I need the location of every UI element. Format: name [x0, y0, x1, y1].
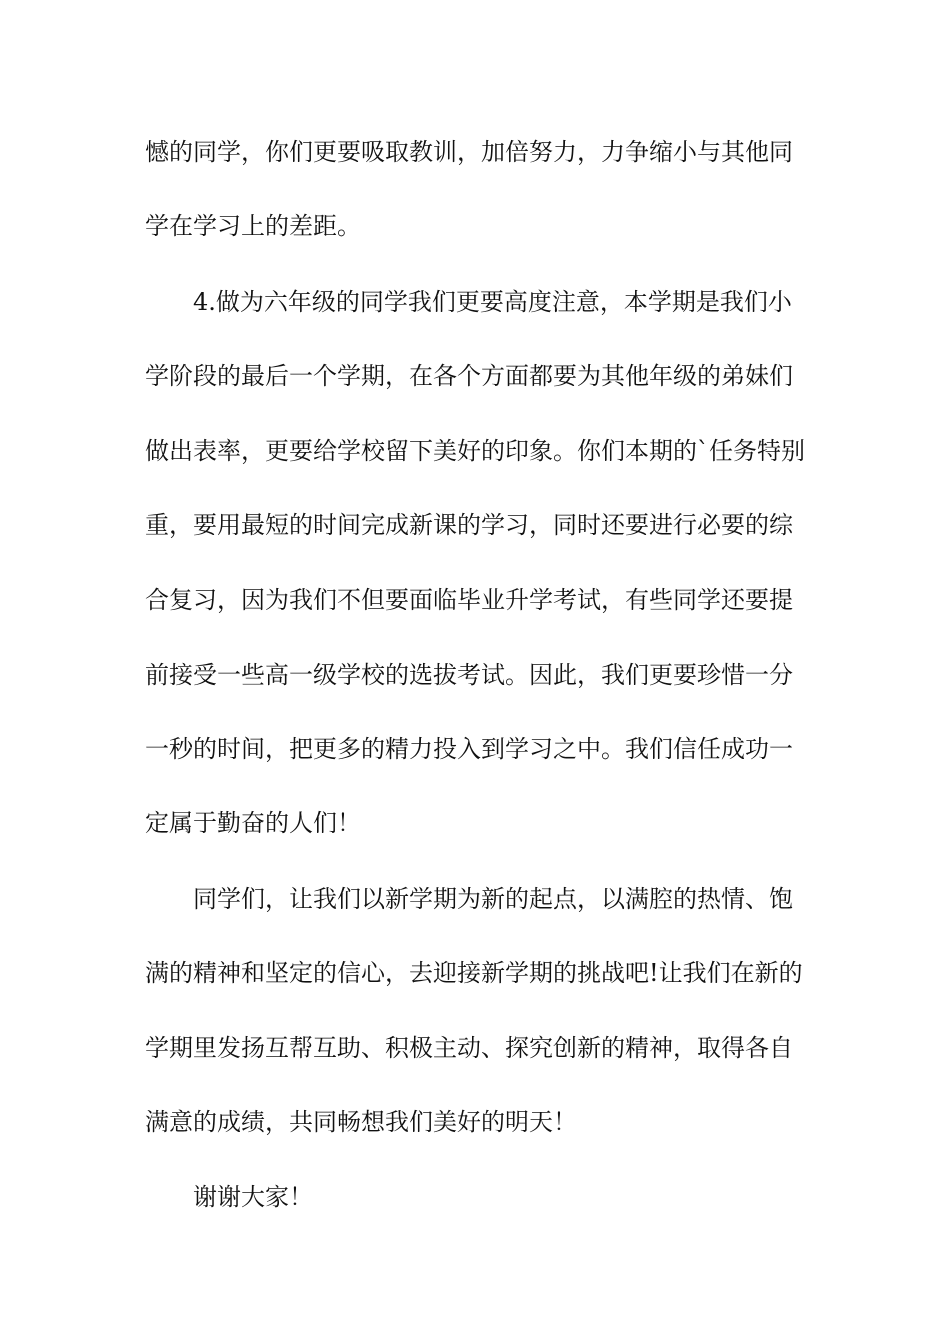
paragraph-line: 做出表率，更要给学校留下美好的印象。你们本期的`任务特别	[145, 437, 805, 465]
closing-line: 谢谢大家！	[193, 1183, 313, 1211]
paragraph-line: 学阶段的最后一个学期，在各个方面都要为其他年级的弟妹们	[145, 362, 793, 390]
paragraph-line: 憾的同学，你们更要吸取教训，加倍努力，力争缩小与其他同	[145, 138, 793, 166]
paragraph-line: 重，要用最短的时间完成新课的学习，同时还要进行必要的综	[145, 511, 793, 539]
paragraph-line: 学在学习上的差距。	[145, 212, 361, 240]
paragraph-line: 满的精神和坚定的信心，去迎接新学期的挑战吧!让我们在新的	[145, 959, 803, 987]
paragraph-line: 合复习，因为我们不但要面临毕业升学考试，有些同学还要提	[145, 586, 793, 614]
paragraph-line: 同学们，让我们以新学期为新的起点，以满腔的热情、饱	[193, 885, 793, 913]
paragraph-line: 前接受一些高一级学校的选拔考试。因此，我们更要珍惜一分	[145, 661, 793, 689]
paragraph-line: 4.做为六年级的同学我们更要高度注意，本学期是我们小	[193, 288, 792, 316]
paragraph-line: 学期里发扬互帮互助、积极主动、探究创新的精神，取得各自	[145, 1034, 793, 1062]
paragraph-line: 定属于勤奋的人们！	[145, 809, 361, 837]
paragraph-line: 一秒的时间，把更多的精力投入到学习之中。我们信任成功一	[145, 735, 793, 763]
paragraph-line: 满意的成绩，共同畅想我们美好的明天！	[145, 1108, 577, 1136]
